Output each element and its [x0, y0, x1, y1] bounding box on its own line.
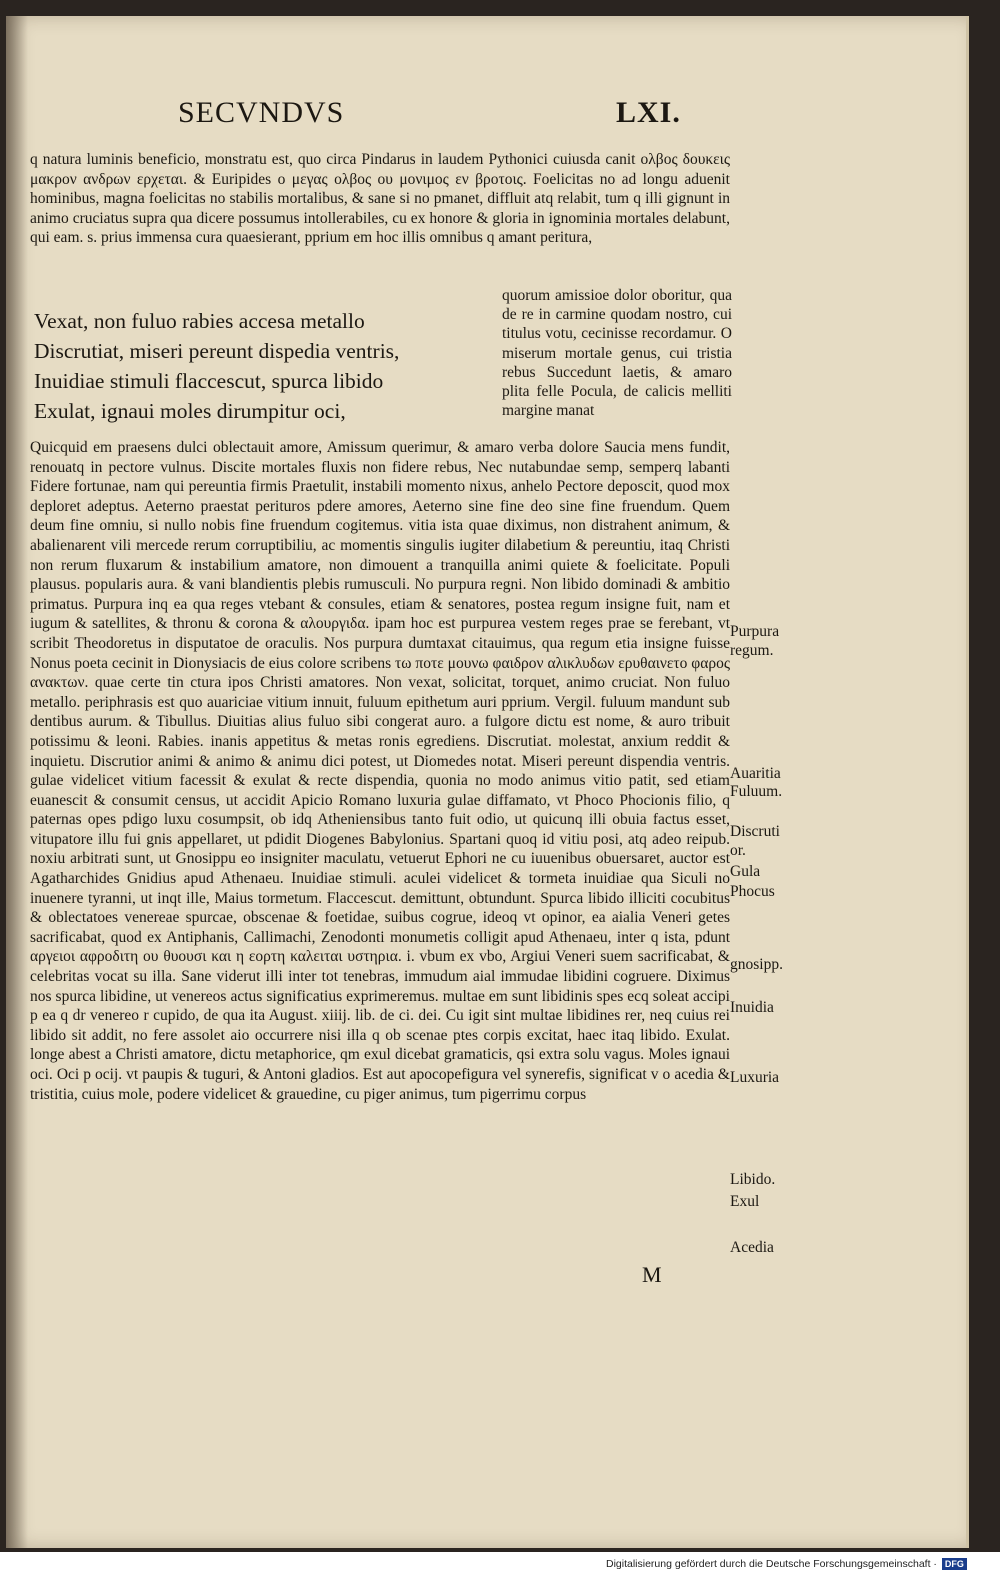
verse-line: Discrutiat, miseri pereunt dispedia ventris,	[34, 339, 400, 363]
main-commentary	[30, 438, 730, 1104]
marginal-note: Luxuria	[730, 1069, 780, 1086]
side-column-text: quorum amissioe dolor oboritur, qua de re in carmine quodam nostro, cui titulus votu, cecinisse recordamur. O miserum mortale genus, cui tristia rebus Succedunt laetis, & amaro plita felle Pocula, de calicis melliti margine manat	[502, 287, 732, 420]
running-head: SECVNDVS	[178, 96, 345, 129]
top-paragraph	[30, 150, 730, 248]
marginal-note: Acedia	[730, 1239, 774, 1256]
folio-number: LXI.	[616, 96, 681, 129]
marginal-note: Gula	[730, 863, 761, 880]
dfg-logo[interactable]: DFG	[942, 1558, 967, 1570]
marginal-note: Inuidia	[730, 999, 774, 1016]
page-gutter-shadow	[6, 16, 28, 1548]
verse-line: Vexat, non fuluo rabies accesa metallo	[34, 309, 365, 333]
marginal-note: Discruti or.	[730, 823, 780, 859]
top-paragraph-text: q natura luminis beneficio, monstratu est, quo circa Pindarus in laudem Pythonici cuiusda canit ολβος δουκεις μακρον ανδρων ερχεται. & Euripides ο μεγας ολβος ου μονιμος εν βροτοις. Foelicitas no ad longu aduenit hominibus, magna foelicitas no stabilis mortalibus, & sane si no pmanet, diffluit atq relabit, tum q illi gignunt in animo cruciatus supra qua dicere possumus intollerabiles, cu ex honore & gloria in ignominia mortales delabunt, qui eam. s. prius immensa cura quaesierant, pprium em hoc illis omnibus q amant peritura,	[30, 151, 730, 247]
marginal-note: Libido.	[730, 1171, 776, 1188]
marginal-note: Auaritia	[730, 765, 781, 782]
main-commentary-text: Quicquid em praesens dulci oblectauit amore, Amissum querimur, & amaro verba dolore Saucia mens fundit, renouatq in pectore vulnus. Discite mortales fluxis non fidere rebus, Nec nutabundae semp, semperq labanti Fidere fortunae, nam qui pereuntia firmis Praetulit, instabili momento nixus, anhelo Pectore deposcit, quod mox deploret adeptus. Aeterno praestat perituros pdere amores, Aeterno sine fine deo sine fine fruendum. Quem deum fine omniu, si nullo nobis fine fruendum cogitemus. vitia ista quae diximus, non distrahent animum, & abalienarent vili mercede rerum corruptibiliu, ac momentis singulis iugiter dilabetium & pereuntiu, itaq Christi non rerum fluxarum & instabilium amatore, non dimouent a tranquilla animi quiete & foelicitate. Populi plausus. popularis aura. & vani blandientis plebis rumusculi. No purpura regni. Non libido dominadi & ambitio primatus. Purpura inq ea qua reges vtebant & consules, etiam & senatores, postea regum insigne fuit, nam et iugum & satellites, & thronu & corona & αλουργιδα. ipam hoc est purpurea vestem reges prae se ferebant, vt scribit Theodoretus in disputatoe de oraculis. Nos purpura dumtaxat citauimus, qua regum etia insigne fuisse Nonus poeta cecinit in Dionysiacis de eius colore scribens τω ποτε μουνω φαιδρον αλικλυδων ερυθαινετο φαρος ανακτων. quae certe tin ctura ipos Christi amatores. Non vexat, solicitat, torquet, animo cruciat. Non fuluo metallo. periphrasis est quo auariciae vitium innuit, fuluum epithetum auri pprium. Vergil. fuluum mandunt sub dentibus aurum. & Tibullus. Diuitias alius fuluo sibi congerat auro. a fulgore dictu est nome, & auro tribuit potissimu & leoni. Rabies. inanis appetitus & metas ronis egrediens. Discrutiat. molestat, anxium reddit & inquietu. Discrutior animi & animo & animu dici potest, ut Diomedes notat. Miseri pereunt dispendia ventris. gulae videlicet vitium facessit & exulat & recte dispendia, quonia no modo animus vitio patit, sed etiam euanescit & consumit census, ut accidit Apicio Romano luxuria gulae diffamato, vt Phoco Phocionis filio, q paternas opes pdigo luxu cosumpsit, ob idq Atheniensibus tanto fuit odio, ut quicunq illi obuia factus esset, vitupatore illu fui gnis appellaret, ut pdidit Diogenes Babylonius. Spartani quoq id vitiu posi, atq adeo reipub. noxiu arbitrati sunt, ut Gnosippu eo insigniter maculatu, vetuerut Ephori ne cu iuuenibus obuersaret, auctor est Agatharchides Gnidius apud Athenaeu. Inuidiae stimuli. aculei videlicet & tormeta inuidiae qua Siculi no inuenere tyranni, ut inqt ille, Maius tormetum. Flaccescut. demittunt, obtundunt. Spurca libido illiciti cocubitus & oblectatoes venereae spurcae, obscenae & foetidae, suibus cogrue, ideoq vt opinor, ea aialia Veneri getes sacrificabat, quod ex Antiphanis, Callimachi, Zenodonti monumetis colligit apud Athenaeu, inter q ista, pdunt αργειοι αφροδιτη ου θυουσι και η εορτη καλειται υστηρια. i. vbum ex vbo, Argiui Veneri suem sacrificabat, & celebritas vocat su illa. Sane viderut illi inter tot tenebras, immudum aial immudae libidini cogruere. Diximus nos spurca libidine, ut venereos actus significatius exprimeremus. multae em sunt libidinis spes ecq soleat accipi p ea q dr venereo r cupido, de qua ita August. xiiij. lib. de ci. dei. Cu igit sint multae libidines rer, neq cuius rei libido sit addit, no fere assolet aio occurrere nisi illa q ob scenae ptes corpis excitat, haec itaq libido. Exulat. longe abest a Christi amatore, dictu metaphorice, qm exul dicebat gramaticis, qsi extra solu vagus. Moles ignaui oci. Oci p ocij. vt paupis & tuguri, & Antoni gladios. Est aut apocopefigura vel synerefis, significat v o acedia & tristitia, cuius mole, podere videlicet & grauedine, cu piger animus, tum pigerrimu corpus	[30, 439, 730, 1103]
marginal-note: Fuluum.	[730, 783, 783, 800]
signature-mark: M	[642, 1262, 662, 1287]
marginal-note: Purpura regum.	[730, 623, 780, 659]
marginal-note: gnosipp.	[730, 956, 783, 973]
marginal-note: Phocus	[730, 883, 775, 900]
verse-line: Inuidiae stimuli flaccescut, spurca libido	[34, 369, 384, 393]
footer-credit	[606, 1552, 1000, 1576]
footer-credit-text: Digitalisierung gefördert durch die Deutsche Forschungsgemeinschaft ·	[606, 1558, 937, 1570]
verse-line: Exulat, ignaui moles dirumpitur oci,	[34, 399, 346, 423]
verse-block	[34, 306, 474, 426]
marginal-note: Exul	[730, 1193, 760, 1210]
